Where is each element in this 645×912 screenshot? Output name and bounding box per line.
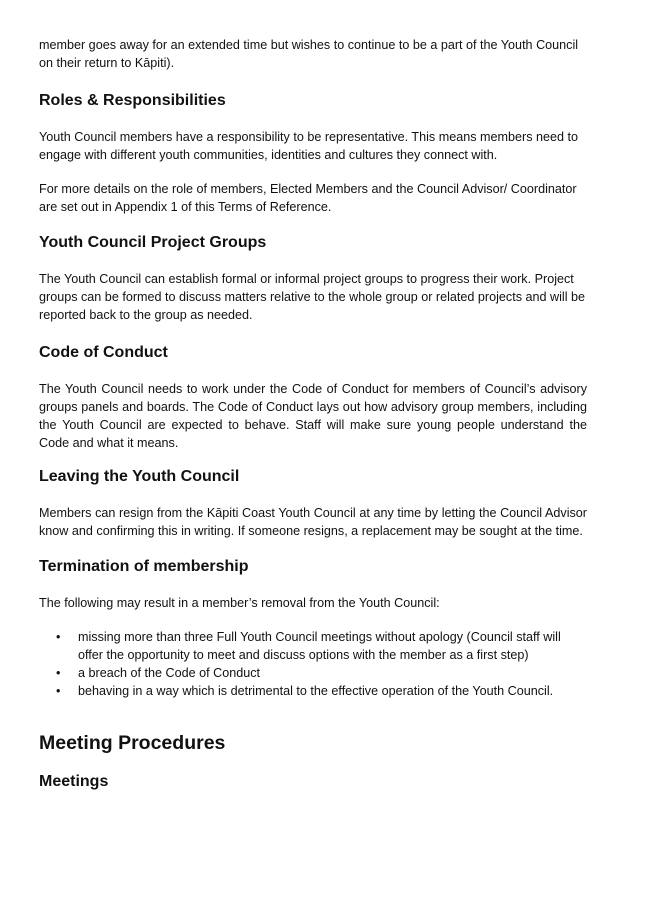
list-item bbox=[39, 664, 587, 682]
list-item-text: a breach of the Code of Conduct bbox=[78, 666, 261, 680]
meetings-subheading: Meetings bbox=[39, 773, 109, 790]
meeting-procedures-heading: Meeting Procedures bbox=[39, 732, 226, 754]
document-page bbox=[39, 36, 587, 792]
intro-paragraph: member goes away for an extended time but wishes to continue to be a part of the Youth Council on their return to Kāpiti). bbox=[39, 38, 579, 70]
roles-paragraph-1: Youth Council members have a responsibility to be representative. This means members need to engage with different youth communities, identities and cultures they connect with. bbox=[39, 130, 579, 162]
project-groups-paragraph: The Youth Council can establish formal or informal project groups to progress their work. Project groups can be formed to discuss matters relative to the whole group or related projects and will be reported back to the group as needed. bbox=[39, 272, 586, 322]
roles-paragraph-2: For more details on the role of members, Elected Members and the Council Advisor/ Coordinator are set out in Appendix 1 of this Terms of Reference. bbox=[39, 182, 577, 214]
bullet-icon: • bbox=[56, 684, 61, 698]
list-item-text: missing more than three Full Youth Council meetings without apology (Council staff will offer the opportunity to meet and discuss options with the member as a first step) bbox=[78, 630, 561, 662]
leaving-paragraph: Members can resign from the Kāpiti Coast Youth Council at any time by letting the Council Advisor know and confirming this in writing. If someone resigns, a replacement may be sought at the time. bbox=[39, 506, 587, 538]
code-of-conduct-heading: Code of Conduct bbox=[39, 344, 168, 361]
roles-heading: Roles & Responsibilities bbox=[39, 92, 226, 109]
leaving-heading: Leaving the Youth Council bbox=[39, 468, 240, 485]
list-item bbox=[39, 628, 587, 664]
termination-list bbox=[39, 628, 587, 700]
bullet-icon: • bbox=[56, 630, 61, 644]
list-item-text: behaving in a way which is detrimental to the effective operation of the Youth Council. bbox=[78, 684, 554, 698]
list-item bbox=[39, 682, 587, 700]
termination-intro: The following may result in a member’s removal from the Youth Council: bbox=[39, 596, 440, 610]
termination-heading: Termination of membership bbox=[39, 558, 249, 575]
bullet-icon: • bbox=[56, 666, 61, 680]
project-groups-heading: Youth Council Project Groups bbox=[39, 234, 267, 251]
code-of-conduct-paragraph: The Youth Council needs to work under the Code of Conduct for members of Council’s advisory groups panels and boards. The Code of Conduct lays out how advisory group members, including the Youth Council are expected to behave. Staff will make sure young people understand the Code and what it means. bbox=[39, 382, 587, 450]
